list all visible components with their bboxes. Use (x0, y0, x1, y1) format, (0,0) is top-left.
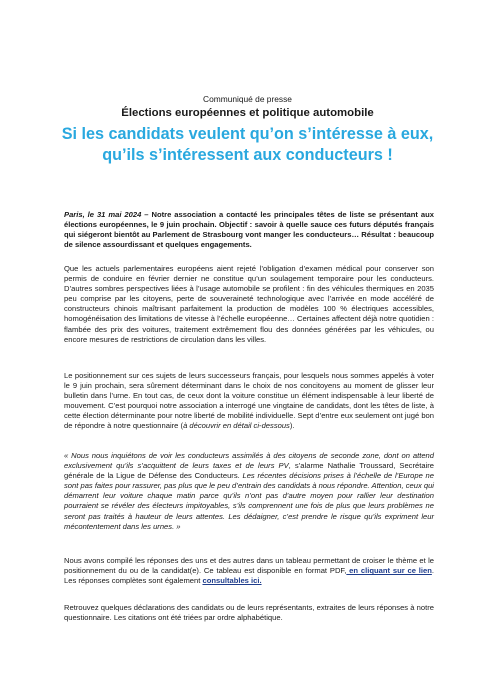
lead-summary: – Notre association a contacté les principales têtes de liste se présentant aux élections européennes, le 9 juin prochain. Objectif : savoir à quelle sauce ces futurs députés français qui siégeront bientôt au Parlement de Strasbourg vont manger les conducteurs… Résultat : beaucoup de silence assourdissant et quelques engagements. (64, 210, 434, 250)
paragraph-context: Que les actuels parlementaires européens aient rejeté l’obligation d’examen médical pour conserver son permis de conduire en février dernier ne constitue qu’un soulagement temporaire pour les conducteurs. D’autres sombres perspectives liées à l’usage automobile se profilent : fin des véhicules thermiques en 2035 peu comprise par les citoyens, perte de souveraineté technologique avec l’arrivée en mode accéléré de constructeurs chinois maîtrisant parfaitement la production de modèles 100 % électriques accessibles, homogénéisation des limitations de vitesse à l’échelle européenne… Certaines affectent déjà notre quotidien : flambée des prix des voitures, traitement extrêmement flou des données générées par les véhicules, ou encore mesures de restrictions de circulation dans les villes. (64, 264, 434, 344)
quote-attribution: , s’alarme Nathalie Troussard, Secrétaire générale de la Ligue de Défense des Conducteurs. (64, 461, 435, 481)
survey-text: Le positionnement sur ces sujets de leurs successeurs français, pour lesquels nous sommes appelés à voter le 9 juin prochain, sera sûrement déterminant dans le choix de nos concitoyens au moment de glisser leur bulletin dans l’urne. En tout cas, de ceux dont la voiture constitue un élément indispensable à leur liberté de mouvement. C’est pourquoi notre association a interrogé une vingtaine de candidats, dont les têtes de liste, à cette élection déterminante pour notre liberté de mobilité individuelle. Sept d’entre eux seulement ont jugé bon de répondre à notre questionnaire ( (64, 371, 434, 431)
paragraph-survey (64, 371, 434, 432)
survey-aside: à découvrir en détail ci-dessous (183, 421, 290, 431)
results-text: Nous avons compilé les réponses des uns et des autres dans un tableau permettant de croiser le thème et le positionnement du ou de la candidat(e). Ce tableau est disponible en format PDF, (64, 556, 434, 576)
document-headline (0, 124, 495, 165)
paragraph-quotes-intro: Retrouvez quelques déclarations des candidats ou de leurs représentants, extraites de leurs réponses à notre questionnaire. Les citations ont été triées par ordre alphabétique. (64, 603, 434, 623)
results-mid: . Les réponses complètes sont également (64, 566, 434, 586)
document-subtitle: Élections européennes et politique automobile (121, 107, 374, 119)
full-answers-link[interactable]: consultables ici. (202, 576, 262, 586)
quote-continuation: Les récentes décisions prises à l’échelle de l’Europe ne sont pas faites pour rassurer, pas plus que le peu d’entrain des candidats à nous répondre. Attention, ceux qui démarrent leur voiture chaque matin parce qu’ils n’ont pas d’autre moyen pour rallier leur destination pourraient se révéler des électeurs impitoyables, s’ils comprennent une fois de plus que leurs problèmes ne seront pas traités à hauteur de leurs attentes. Les dédaigner, c’est prendre le risque qu’ils expriment leur mécontentement dans les urnes. » (64, 471, 434, 531)
headline-line-2: qu’ils s’intéressent aux conducteurs ! (102, 145, 393, 164)
quote-opening: « Nous nous inquiétons de voir les conducteurs assimilés à des citoyens de seconde zone, dont on attend exclusivement qu’ils s’acquittent de leurs taxes et de leurs PV (64, 451, 434, 471)
document-type-label: Communiqué de presse (203, 94, 292, 104)
headline-line-1: Si les candidats veulent qu’on s’intéresse à eux, (61, 125, 434, 143)
survey-end: ). (289, 421, 295, 431)
lead-paragraph (64, 210, 434, 250)
lead-dateline: Paris, le 31 mai 2024 (64, 210, 142, 219)
pdf-table-link[interactable]: en cliquant sur ce lien (346, 566, 432, 576)
paragraph-quote (64, 451, 434, 532)
paragraph-results (64, 556, 434, 586)
